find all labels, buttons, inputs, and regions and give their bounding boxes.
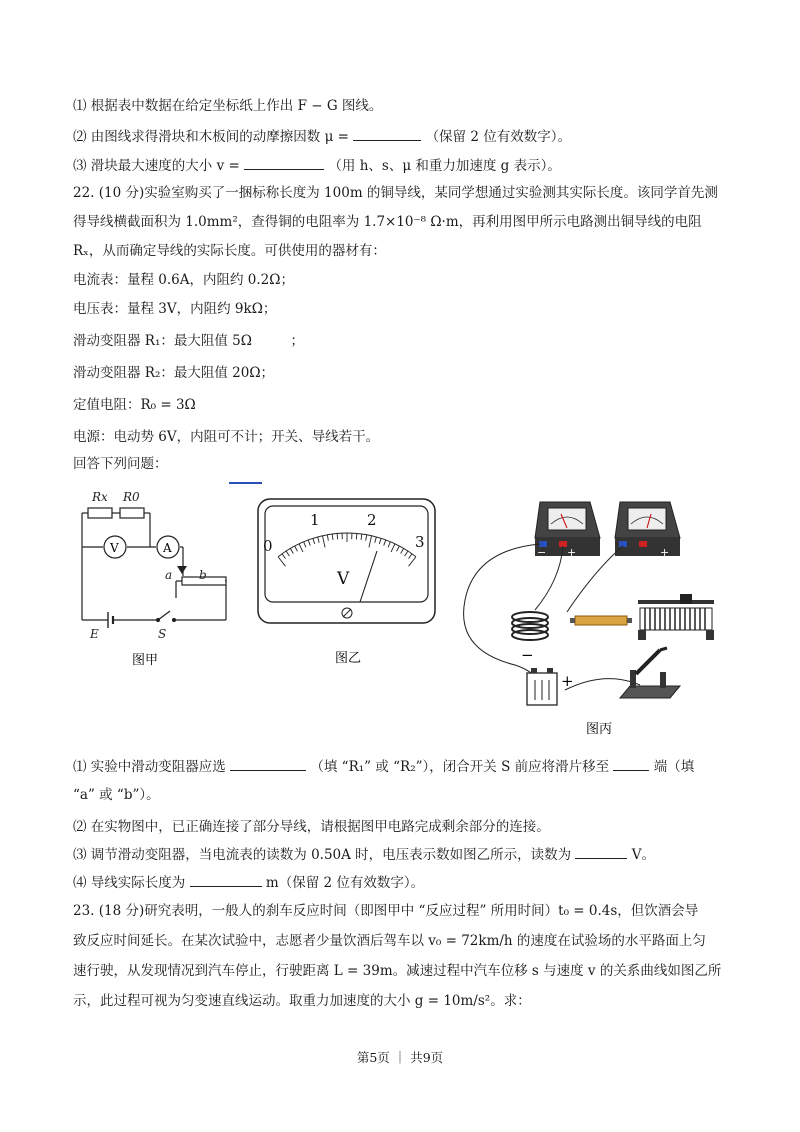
dial-tick-3: 3 [415,533,425,551]
fixed-resistor [570,616,632,625]
dial-tick-2: 2 [367,511,377,529]
rx-label: Rx [92,490,108,504]
meter1-minus: − [537,546,547,559]
q21-part-2-text: ⑵ 由图线求得滑块和木板间的动摩擦因数 μ = [73,129,349,145]
equipment-ammeter: 电流表：量程 0.6A，内阻约 0.2Ω； [73,272,294,288]
q22-sub-1-cont: “a” 或 “b”）。 [73,787,160,803]
q22-sub-3-text: ⑶ 调节滑动变阻器，当电流表的读数为 0.50A 时，电压表示数如图乙所示，读数为 [73,847,572,863]
answer-blank-rheostat[interactable] [230,756,306,771]
equipment-r0: 定值电阻：R₀ = 3Ω [73,397,196,413]
q22-sub-4 [73,872,424,892]
rx-resistor [88,508,112,518]
q22-sub-3-unit: V。 [631,847,656,863]
r0-resistor [120,508,144,518]
q22-intro-line-1: 22. (10 分)实验室购买了一捆标称长度为 100m 的铜导线，某同学想通过实验测其实际长度。该同学首先测 [73,185,718,201]
r0-label: R0 [123,490,140,504]
q22-sub-4-text: ⑷ 导线实际长度为 [73,875,186,891]
equipment-r1-end: ； [290,333,305,349]
voltmeter-device [535,502,600,559]
dial-tick-mark [337,533,338,539]
q22-sub-4-note: m（保留 2 位有效数字）。 [265,875,425,891]
battery-device [521,646,574,705]
battery-plus-label: + [561,672,574,690]
q22-sub-2: ⑵ 在实物图中，已正确连接了部分导线，请根据图甲电路完成剩余部分的连接。 [73,819,550,835]
answer-blank-mu[interactable] [353,126,421,141]
q22-intro-line-2: 得导线横截面积为 1.0mm²，查得铜的电阻率为 1.7×10⁻⁸ Ω·m，再利用图甲所示电路测出铜导线的电阻 [73,214,702,230]
knife-switch-device [620,648,680,698]
q23-line-4: 示，此过程可视为匀变速直线运动。取重力加速度的大小 g = 10m/s²。求： [73,993,531,1009]
battery-e-label: E [90,627,99,641]
q22-sub-1-text-b: （填 “R₁” 或 “R₂”），闭合开关 S 前应将滑片移至 [310,759,610,775]
ammeter-device [615,502,680,559]
q22-intro-line-3: Rₓ，从而确定导线的实际长度。可供使用的器材有： [73,243,386,259]
figure-apparatus [455,490,725,745]
answer-blank-length[interactable] [190,872,262,887]
answer-blank-voltage[interactable] [575,844,627,859]
page-footer: 第5页 ｜ 共9页 [356,1050,444,1065]
rheostat-device [638,594,714,640]
figure-voltmeter-dial [255,495,440,670]
q23-line-2: 致反应时间延长。在某次试验中，志愿者少量饮酒后驾车以 v₀ = 72km/h 的速度在试验场的水平路面上匀 [73,933,706,949]
caption-fig2: 图乙 [335,651,362,666]
battery-minus-label: − [521,646,534,664]
q22-sub-3 [73,844,655,864]
q21-part-3-note: （用 h、s、μ 和重力加速度 g 表示）。 [328,158,561,174]
answer-prompt: 回答下列问题： [73,456,168,472]
q22-sub-1-text-a: ⑴ 实验中滑动变阻器应选 [73,759,226,775]
q21-part-3-text: ⑶ 滑块最大速度的大小 v = [73,158,240,174]
q21-part-2-note: （保留 2 位有效数字）。 [425,129,571,145]
figure-circuit-diagram [70,480,245,670]
dial-unit: V [337,569,350,589]
switch-s-label: S [158,627,167,641]
q22-sub-1 [73,756,694,776]
equipment-voltmeter: 电压表：量程 3V，内阻约 9kΩ； [73,301,277,317]
dial-tick-1: 1 [310,511,320,529]
wire-coil [512,612,548,640]
voltmeter-v-label: V [110,541,119,555]
caption-fig1: 图甲 [132,653,159,668]
answer-blank-vmax[interactable] [244,155,324,170]
q21-part-1: ⑴ 根据表中数据在给定坐标纸上作出 F − G 图线。 [73,98,383,114]
q21-part-3 [73,155,561,175]
q23-line-1: 23. (18 分)研究表明，一般人的刹车反应时间（即图甲中 “反应过程” 所用时间）t₀ = 0.4s，但饮酒会导 [73,903,699,919]
equipment-r1-text: 滑动变阻器 R₁：最大阻值 5Ω [73,333,252,349]
answer-blank-end[interactable] [613,756,649,771]
equipment-r2: 滑动变阻器 R₂：最大阻值 20Ω； [73,365,275,381]
dial-tick-mark [356,533,357,539]
caption-fig3: 图丙 [586,722,613,737]
slider-a-label: a [165,568,173,582]
meter1-plus: + [567,546,577,559]
dial-tick-0: 0 [263,537,273,555]
equipment-source: 电源：电动势 6V，内阻可不计；开关、导线若干。 [73,429,380,445]
slider-b-label: b [199,568,207,582]
svg-text:+: + [660,546,670,559]
ammeter-a-label: A [163,541,172,555]
slider-arrow [177,566,187,574]
q21-part-2 [73,126,571,146]
q22-sub-1-text-c: 端（填 [653,759,695,775]
equipment-r1 [73,332,304,350]
q23-line-3: 速行驶，从发现情况到汽车停止，行驶距离 L = 39m。减速过程中汽车位移 s 与速度 v 的关系曲线如图乙所 [73,963,722,979]
